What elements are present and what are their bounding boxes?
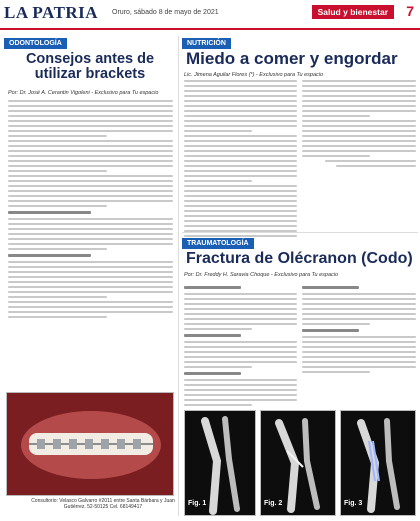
right-bottom-byline: Por: Dr. Freddy H. Saravia Choque - Exclusivo para Tu espacio	[184, 272, 339, 278]
left-headline: Consejos antes de utilizar brackets	[25, 51, 155, 83]
newspaper-title: LA PATRIA	[4, 3, 99, 22]
column-divider	[178, 36, 179, 516]
section-label: Salud y bienestar	[312, 5, 394, 19]
figure-1-label: Fig. 1	[188, 500, 207, 507]
clinic-address: Consultorio: Velasco Galvarro #2011 entre Santa Bárbara y Juan Gutiérrez. 52-50125 Cel. 68149417	[31, 498, 175, 510]
figure-3-label: Fig. 3	[344, 500, 363, 507]
figure-2-label: Fig. 2	[264, 500, 283, 507]
issue-date: Oruro, sábado 8 de mayo de 2021	[112, 9, 219, 16]
right-top-section-tag: NUTRICIÓN	[182, 38, 231, 49]
right-bottom-body-col-1	[184, 282, 297, 409]
right-bottom-body-col-2	[302, 282, 416, 376]
article-divider	[182, 232, 418, 233]
right-top-body-col-1	[184, 80, 297, 245]
braces-photo	[6, 392, 174, 496]
left-byline: Por: Dr. José A. Cerantin Vigoleni - Exclusivo para Tu espacio	[8, 90, 159, 96]
left-section-tag: ODONTOLOGÍA	[4, 38, 67, 49]
right-top-body-col-2	[302, 80, 416, 170]
masthead	[0, 0, 420, 30]
right-top-byline: Lic. Jimena Aguilar Flores (*) - Exclusivo para Tu espacio	[184, 72, 324, 78]
right-top-headline: Miedo a comer y engordar	[186, 49, 398, 68]
right-bottom-headline: Fractura de Olécranon (Codo)	[186, 250, 413, 267]
right-bottom-section-tag: TRAUMATOLOGÍA	[182, 238, 254, 249]
page-number: 7	[406, 3, 414, 19]
left-body-text	[8, 100, 173, 321]
